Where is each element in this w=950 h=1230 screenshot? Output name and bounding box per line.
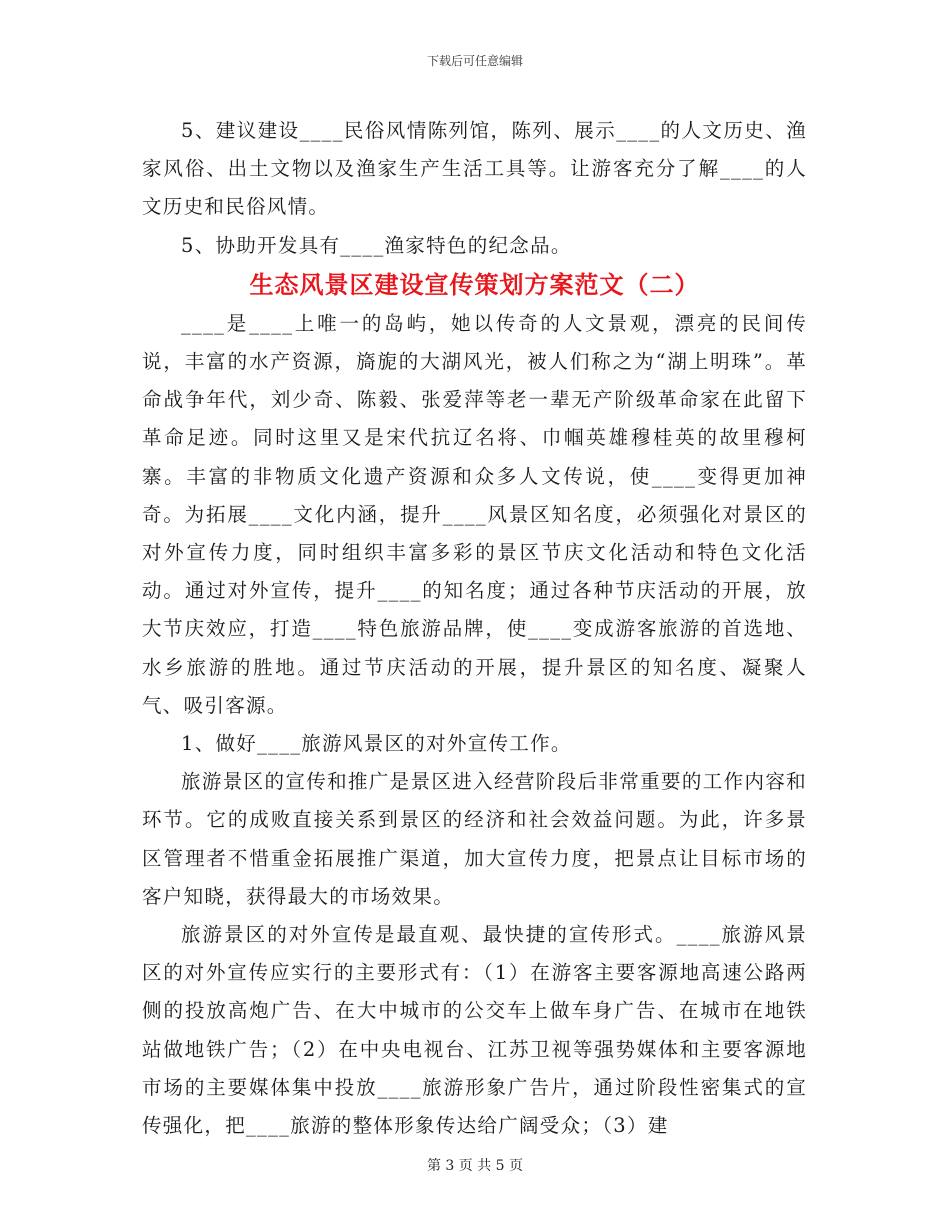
page-number: 第 3 页 共 5 页 bbox=[426, 1158, 524, 1174]
promotion-paragraph: 旅游景区的宣传和推广是景区进入经营阶段后非常重要的工作内容和环节。它的成败直接关系到景区的经济和社会效益问题。为此，许多景区管理者不惜重金拓展推广渠道，加大宣传力度，把景点让目标市场的客户知晓，获得最大的市场效果。 bbox=[142, 770, 807, 908]
intro-paragraph: ____是____上唯一的岛屿，她以传奇的人文景观，漂亮的民间传说，丰富的水产资源，旖旎的大湖风光，被人们称之为“湖上明珠”。革命战争年代，刘少奇、陈毅、张爱萍等老一辈无产阶级革命家在此留下革命足迹。同时这里又是宋代抗辽名将、巾帼英雄穆桂英的故里穆柯寨。丰富的非物质文化遗产资源和众多人文传说，使____变得更加神奇。为拓展____文化内涵，提升____风景区知名度，必须强化对景区的对外宣传力度，同时组织丰富多彩的景区节庆文化活动和特色文化活动。通过对外宣传，提升____的知名度；通过各种节庆活动的开展，放大节庆效应，打造____特色旅游品牌，使____变成游客旅游的首选地、水乡旅游的胜地。通过节庆活动的开展，提升景区的知名度、凝聚人气、吸引客源。 bbox=[142, 311, 807, 717]
section-title: 生态风景区建设宣传策划方案范文（二） bbox=[249, 270, 700, 299]
forms-paragraph: 旅游景区的对外宣传是最直观、最快捷的宣传形式。____旅游风景区的对外宣传应实行的主要形式有：（1）在游客主要客源地高速公路两侧的投放高炮广告、在大中城市的公交车上做车身广告、在城市在地铁站做地铁广告；（2）在中央电视台、江苏卫视等强势媒体和主要客源地市场的主要媒体集中投放____旅游形象广告片，通过阶段性密集式的宣传强化，把____旅游的整体形象传达给广阔受众；（3）建 bbox=[142, 923, 807, 1138]
list-item-5-souvenir: 5、协助开发具有____渔家特色的纪念品。 bbox=[181, 233, 572, 257]
page-header: 下载后可任意编辑 bbox=[426, 54, 523, 68]
list-item-1-publicity: 1、做好____旅游风景区的对外宣传工作。 bbox=[181, 732, 572, 756]
document-body bbox=[142, 112, 807, 1145]
list-item-5-museum: 5、建议建设____民俗风情陈列馆，陈列、展示____的人文历史、渔家风俗、出土文物以及渔家生产生活工具等。让游客充分了解____的人文历史和民俗风情。 bbox=[142, 119, 807, 219]
